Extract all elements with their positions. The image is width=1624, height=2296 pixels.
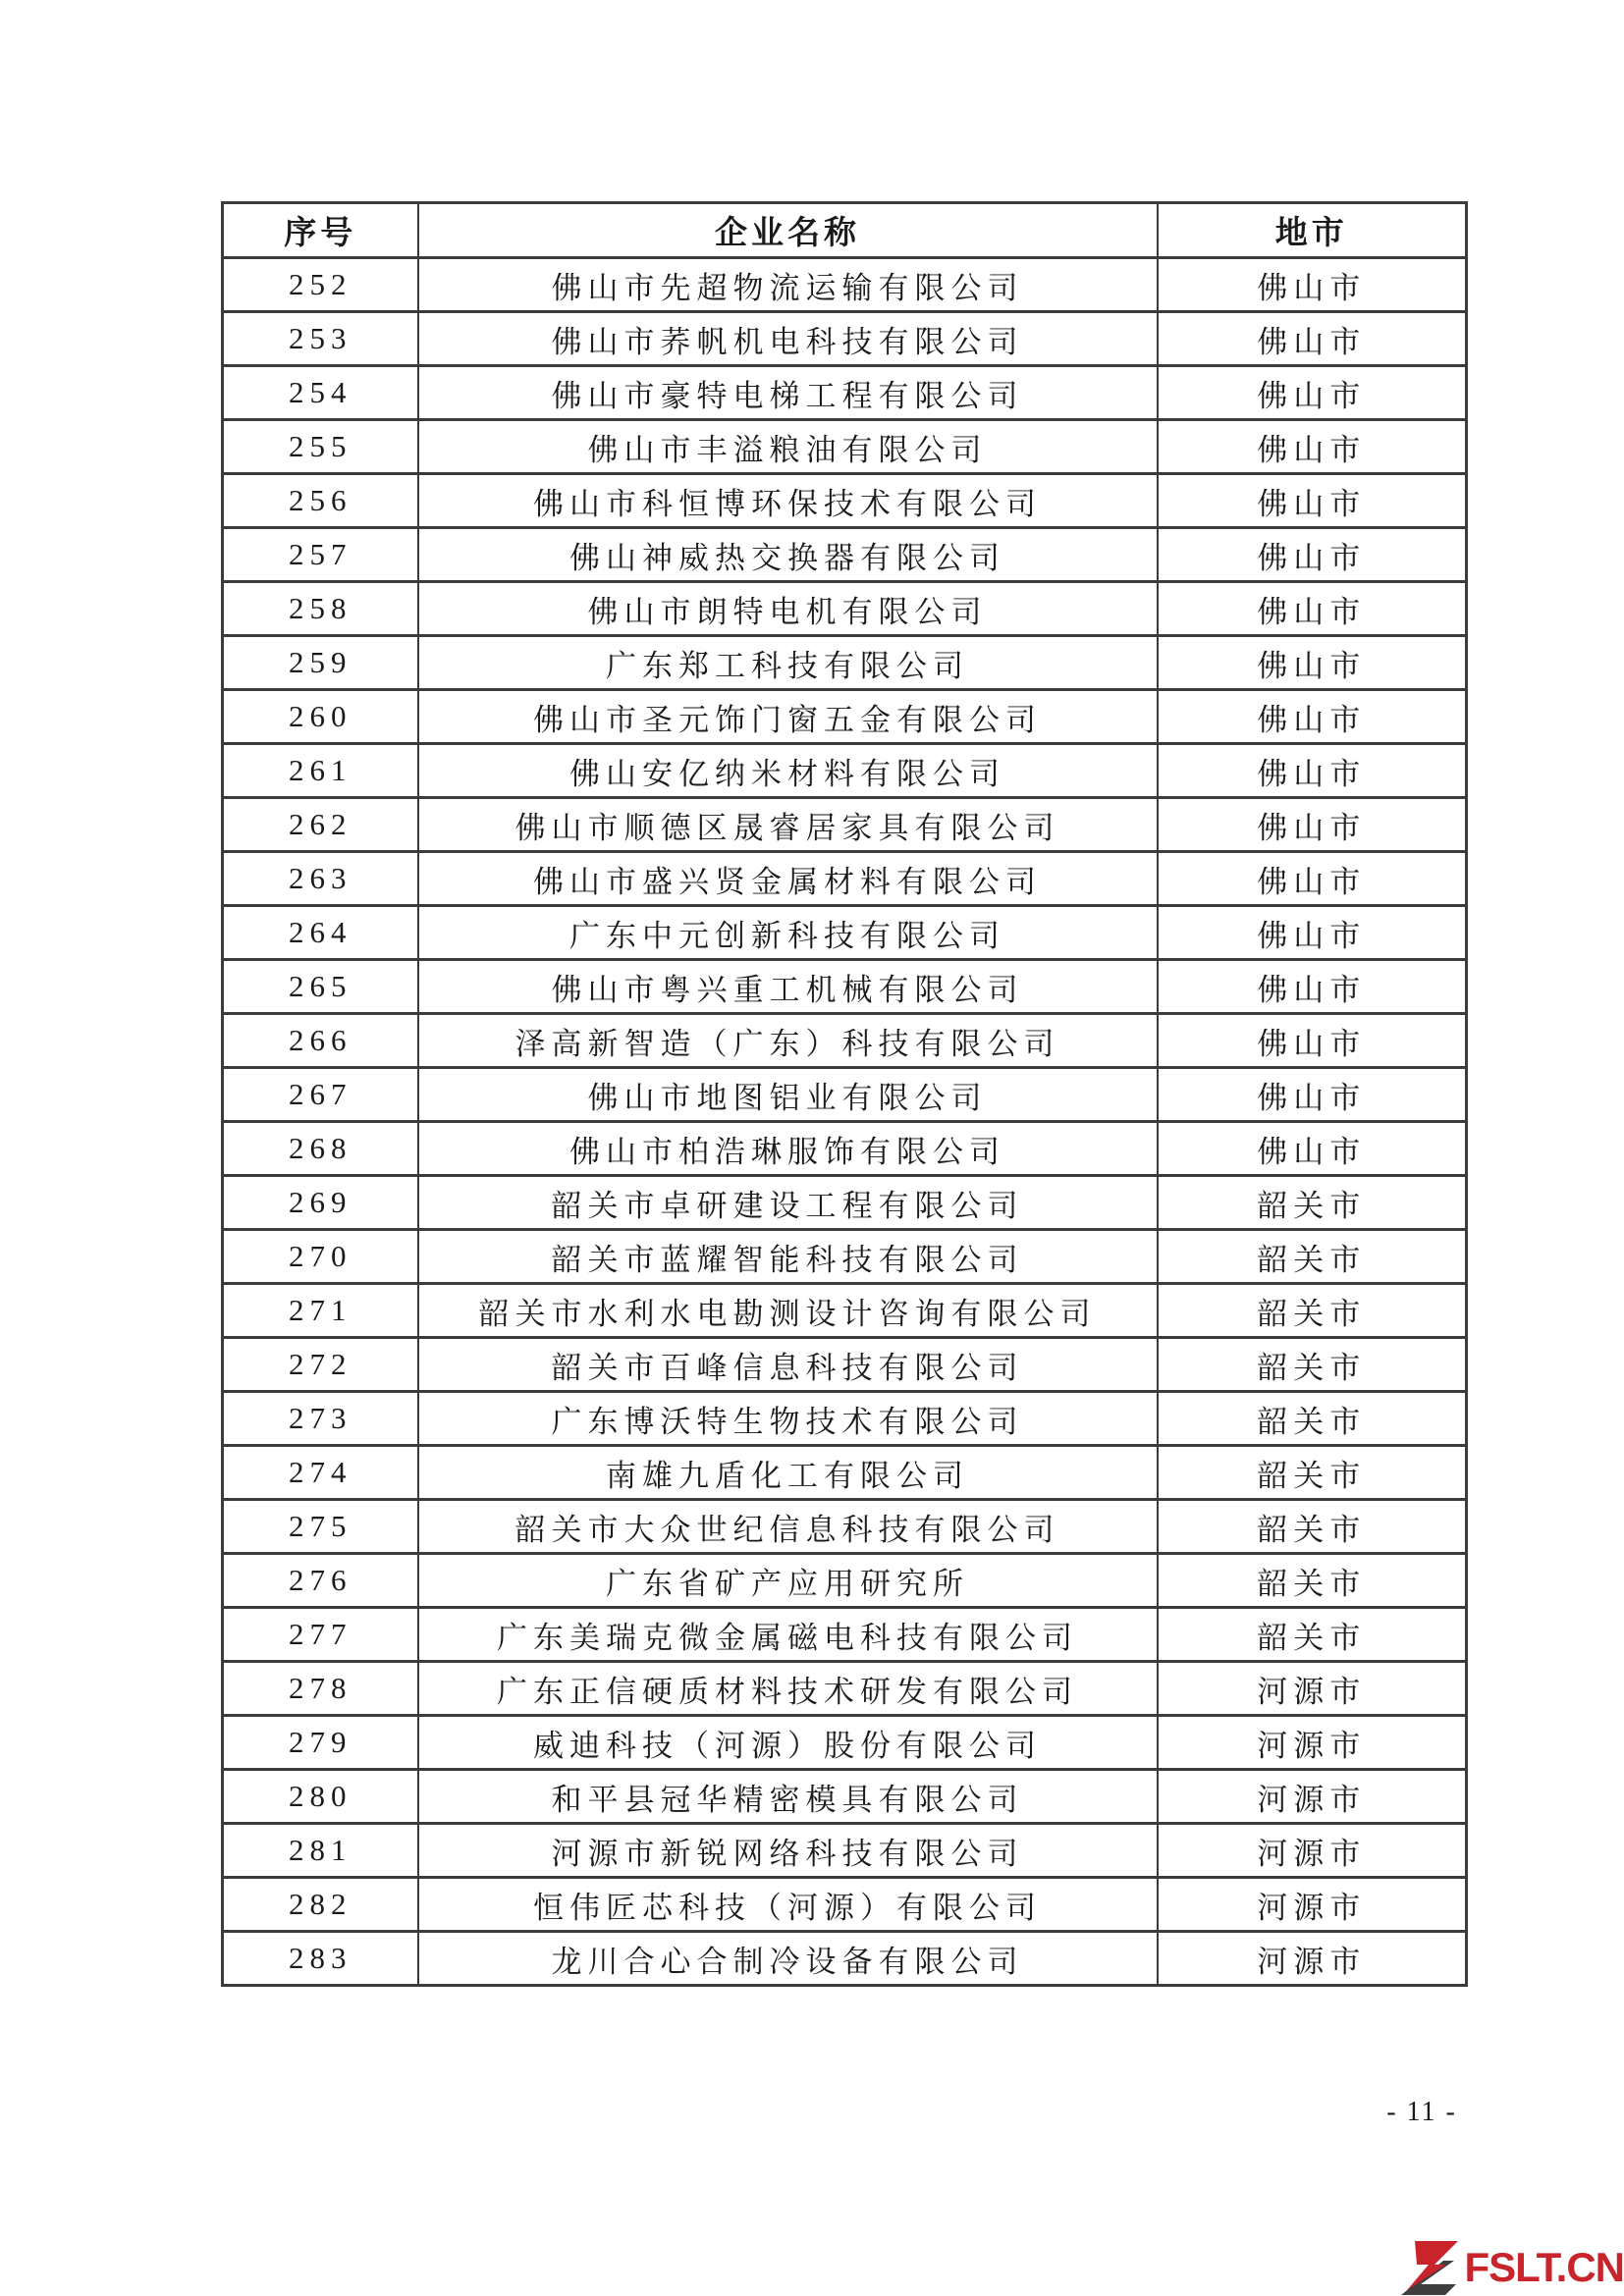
row-number-cell: 272 <box>223 1338 418 1392</box>
city-cell: 佛山市 <box>1158 312 1467 366</box>
company-table <box>221 201 1468 1987</box>
city-cell: 佛山市 <box>1158 690 1467 744</box>
row-number-cell: 268 <box>223 1122 418 1176</box>
table-row <box>223 1230 1467 1284</box>
company-name-cell: 佛山市荞帆机电科技有限公司 <box>418 312 1158 366</box>
row-number-cell: 263 <box>223 852 418 906</box>
company-name-cell: 泽高新智造（广东）科技有限公司 <box>418 1014 1158 1068</box>
city-cell: 韶关市 <box>1158 1446 1467 1500</box>
city-cell: 佛山市 <box>1158 852 1467 906</box>
row-number-cell: 259 <box>223 636 418 690</box>
city-cell: 佛山市 <box>1158 474 1467 528</box>
city-cell: 河源市 <box>1158 1662 1467 1716</box>
company-name-cell: 广东博沃特生物技术有限公司 <box>418 1392 1158 1446</box>
table-row <box>223 744 1467 798</box>
table-row <box>223 312 1467 366</box>
row-number-cell: 277 <box>223 1608 418 1662</box>
city-cell: 佛山市 <box>1158 1014 1467 1068</box>
row-number-cell: 264 <box>223 906 418 960</box>
city-cell: 佛山市 <box>1158 420 1467 474</box>
city-cell: 韶关市 <box>1158 1500 1467 1554</box>
company-name-cell: 韶关市百峰信息科技有限公司 <box>418 1338 1158 1392</box>
table-row <box>223 1284 1467 1338</box>
city-cell: 佛山市 <box>1158 366 1467 420</box>
row-number-cell: 283 <box>223 1932 418 1986</box>
table-row <box>223 1176 1467 1230</box>
city-cell: 佛山市 <box>1158 744 1467 798</box>
company-name-cell: 广东美瑞克微金属磁电科技有限公司 <box>418 1608 1158 1662</box>
city-cell: 河源市 <box>1158 1824 1467 1878</box>
table-row <box>223 1878 1467 1932</box>
row-number-cell: 273 <box>223 1392 418 1446</box>
city-cell: 河源市 <box>1158 1716 1467 1770</box>
table-row <box>223 1662 1467 1716</box>
company-name-cell: 恒伟匠芯科技（河源）有限公司 <box>418 1878 1158 1932</box>
row-number-cell: 257 <box>223 528 418 582</box>
city-cell: 河源市 <box>1158 1770 1467 1824</box>
table-row <box>223 1824 1467 1878</box>
company-name-cell: 广东郑工科技有限公司 <box>418 636 1158 690</box>
table-row <box>223 528 1467 582</box>
city-cell: 佛山市 <box>1158 528 1467 582</box>
company-name-cell: 佛山市圣元饰门窗五金有限公司 <box>418 690 1158 744</box>
city-cell: 佛山市 <box>1158 1122 1467 1176</box>
company-name-cell: 威迪科技（河源）股份有限公司 <box>418 1716 1158 1770</box>
table-row <box>223 258 1467 312</box>
city-cell: 韶关市 <box>1158 1554 1467 1608</box>
company-name-cell: 佛山市顺德区晟睿居家具有限公司 <box>418 798 1158 852</box>
row-number-cell: 278 <box>223 1662 418 1716</box>
company-name-cell: 南雄九盾化工有限公司 <box>418 1446 1158 1500</box>
row-number-cell: 265 <box>223 960 418 1014</box>
city-cell: 佛山市 <box>1158 1068 1467 1122</box>
city-cell: 佛山市 <box>1158 258 1467 312</box>
table-body <box>223 258 1467 1986</box>
page-number: - 11 - <box>1386 2097 1457 2127</box>
city-cell: 韶关市 <box>1158 1230 1467 1284</box>
row-number-cell: 279 <box>223 1716 418 1770</box>
company-name-cell: 河源市新锐网络科技有限公司 <box>418 1824 1158 1878</box>
company-name-cell: 龙川合心合制冷设备有限公司 <box>418 1932 1158 1986</box>
row-number-cell: 260 <box>223 690 418 744</box>
table-row <box>223 1500 1467 1554</box>
table-row <box>223 366 1467 420</box>
company-name-cell: 佛山市盛兴贤金属材料有限公司 <box>418 852 1158 906</box>
company-name-cell: 广东省矿产应用研究所 <box>418 1554 1158 1608</box>
company-name-cell: 佛山市粤兴重工机械有限公司 <box>418 960 1158 1014</box>
table-row <box>223 474 1467 528</box>
fslt-logo-text: FSLT.CN <box>1464 2244 1624 2290</box>
table-row <box>223 852 1467 906</box>
row-number-cell: 270 <box>223 1230 418 1284</box>
row-number-cell: 276 <box>223 1554 418 1608</box>
table-header-row <box>223 203 1467 258</box>
fslt-logo-mark-icon <box>1397 2239 1460 2296</box>
company-name-cell: 佛山市地图铝业有限公司 <box>418 1068 1158 1122</box>
table-row <box>223 420 1467 474</box>
company-name-cell: 佛山市柏浩琳服饰有限公司 <box>418 1122 1158 1176</box>
fslt-logo <box>1397 2239 1624 2296</box>
row-number-cell: 253 <box>223 312 418 366</box>
row-number-cell: 254 <box>223 366 418 420</box>
row-number-cell: 252 <box>223 258 418 312</box>
company-name-cell: 佛山市科恒博环保技术有限公司 <box>418 474 1158 528</box>
table-row <box>223 1770 1467 1824</box>
company-name-cell: 佛山市丰溢粮油有限公司 <box>418 420 1158 474</box>
table-row <box>223 1608 1467 1662</box>
row-number-cell: 258 <box>223 582 418 636</box>
company-name-cell: 韶关市蓝耀智能科技有限公司 <box>418 1230 1158 1284</box>
table-row <box>223 906 1467 960</box>
row-number-cell: 266 <box>223 1014 418 1068</box>
table-row <box>223 960 1467 1014</box>
city-cell: 韶关市 <box>1158 1338 1467 1392</box>
company-name-cell: 韶关市卓研建设工程有限公司 <box>418 1176 1158 1230</box>
city-cell: 韶关市 <box>1158 1176 1467 1230</box>
company-name-cell: 韶关市水利水电勘测设计咨询有限公司 <box>418 1284 1158 1338</box>
row-number-cell: 275 <box>223 1500 418 1554</box>
company-name-cell: 广东正信硬质材料技术研发有限公司 <box>418 1662 1158 1716</box>
row-number-cell: 280 <box>223 1770 418 1824</box>
row-number-cell: 271 <box>223 1284 418 1338</box>
table-row <box>223 1122 1467 1176</box>
company-name-cell: 佛山市先超物流运输有限公司 <box>418 258 1158 312</box>
table-row <box>223 690 1467 744</box>
table-row <box>223 1716 1467 1770</box>
city-cell: 佛山市 <box>1158 906 1467 960</box>
city-cell: 佛山市 <box>1158 636 1467 690</box>
city-cell: 佛山市 <box>1158 960 1467 1014</box>
row-number-cell: 274 <box>223 1446 418 1500</box>
table-row <box>223 1068 1467 1122</box>
table-row <box>223 1392 1467 1446</box>
company-name-cell: 佛山神威热交换器有限公司 <box>418 528 1158 582</box>
table-row <box>223 1338 1467 1392</box>
city-cell: 韶关市 <box>1158 1392 1467 1446</box>
company-name-cell: 佛山市朗特电机有限公司 <box>418 582 1158 636</box>
company-name-cell: 和平县冠华精密模具有限公司 <box>418 1770 1158 1824</box>
header-city: 地市 <box>1158 203 1467 258</box>
row-number-cell: 267 <box>223 1068 418 1122</box>
table-row <box>223 636 1467 690</box>
header-company-name: 企业名称 <box>418 203 1158 258</box>
row-number-cell: 261 <box>223 744 418 798</box>
city-cell: 佛山市 <box>1158 582 1467 636</box>
table-row <box>223 798 1467 852</box>
city-cell: 河源市 <box>1158 1878 1467 1932</box>
company-name-cell: 韶关市大众世纪信息科技有限公司 <box>418 1500 1158 1554</box>
company-name-cell: 佛山安亿纳米材料有限公司 <box>418 744 1158 798</box>
city-cell: 韶关市 <box>1158 1284 1467 1338</box>
row-number-cell: 255 <box>223 420 418 474</box>
city-cell: 韶关市 <box>1158 1608 1467 1662</box>
row-number-cell: 256 <box>223 474 418 528</box>
row-number-cell: 269 <box>223 1176 418 1230</box>
company-name-cell: 广东中元创新科技有限公司 <box>418 906 1158 960</box>
table-row <box>223 1014 1467 1068</box>
header-serial-number: 序号 <box>223 203 418 258</box>
table-row <box>223 1446 1467 1500</box>
row-number-cell: 281 <box>223 1824 418 1878</box>
table-row <box>223 1932 1467 1986</box>
city-cell: 河源市 <box>1158 1932 1467 1986</box>
company-name-cell: 佛山市豪特电梯工程有限公司 <box>418 366 1158 420</box>
logo-mark-red-z <box>1407 2241 1458 2290</box>
table-row <box>223 582 1467 636</box>
city-cell: 佛山市 <box>1158 798 1467 852</box>
table-row <box>223 1554 1467 1608</box>
row-number-cell: 262 <box>223 798 418 852</box>
row-number-cell: 282 <box>223 1878 418 1932</box>
